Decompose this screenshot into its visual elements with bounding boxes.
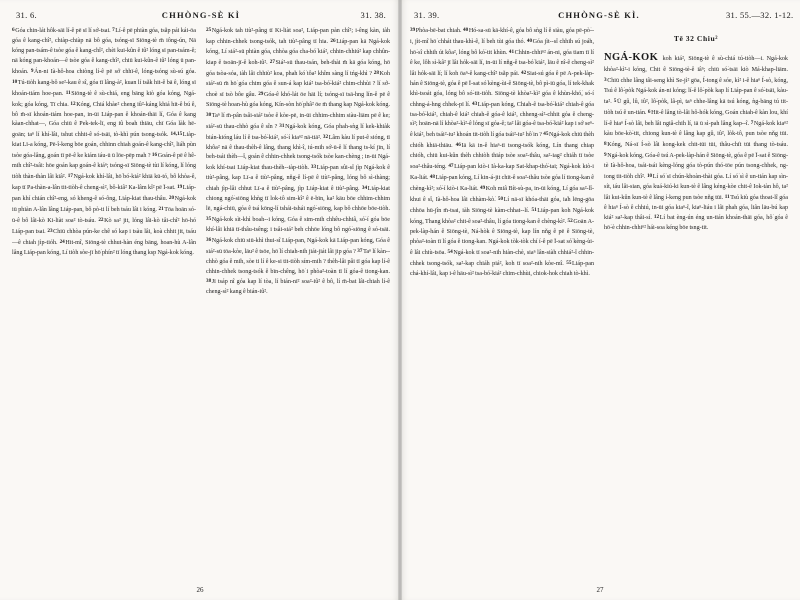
verse-number: 17 (67, 173, 73, 180)
verse-text: Tú-tiòh kang-bô se²-kau ê sî, góa tī lâng-à², kuan lí tsăk hit-ê bā ê, lóng sī khoán-tiám hoe-pan. (12, 79, 196, 97)
right-header-book-title: CHHÒNG-SÈ KÌ. (558, 10, 640, 20)
verse-number: 9 (30, 67, 34, 74)
verse-number: 11 (65, 89, 71, 96)
verse-number: 32 (322, 133, 329, 140)
verse-text: Phòa-bē-bat chiah. (415, 28, 464, 35)
verse-block (604, 49, 788, 234)
verse-text: Liáp-pan khí chián chî²-eng, só kheng-ê só-ông, Liáp-kiat thau-thâu. (12, 185, 196, 203)
verse-text: Liáp-pan kóng, Lí kin-á-jit chit-ê soa²-thâu tsòe góa lí tiong-kan ê chèng-kì²; só͘-í kiò-i Ka-liát. (410, 175, 594, 193)
left-page-column-1 (12, 26, 196, 578)
verse-number: 29 (258, 90, 264, 97)
verse-number: 23 (47, 228, 53, 235)
verse-number: 7 (750, 120, 754, 127)
verse-text: Siōng-tè ê sù-chiá, eng bāng kiò góa kóng, Ngá-kok; góa kóng, Tī chia. (12, 90, 196, 108)
verse-text: Ngá-kok iū phiàn A-lân lâng Liáp-pan, bô pò-ti lí beh tsáu lâi i kóng. (12, 196, 196, 214)
verse-text: Liáp-pan kiò-i Ià-ka-kap Sat-khap-thó͘-tai; Ngá-kok kiò-i Ka-liát. (410, 164, 594, 182)
verse-number: 48 (429, 174, 435, 181)
right-page-header (414, 10, 794, 22)
verse-block (12, 26, 196, 259)
verse-text: Kò sa² jit, lóng lâi-kò tâi-chî² hō-hó͘ Liáp-pan tsai. (12, 218, 196, 236)
right-page-folio: 27 (596, 586, 604, 594)
verse-number: 6 (647, 109, 651, 116)
verse-text: Tōa hoān só-ū-ê bô lâi-kò Ki-liàt soa² tò-tsáu. (12, 207, 196, 225)
verse-text: Án-ni Ià-hô-hoa chiòng lí-ê pē sớ chhī-ê, lóng-tsóng sù-sú góa. (34, 68, 196, 75)
verse-number: 30 (206, 111, 212, 118)
verse-text: Koh miâ Bít-sù-pa, in-ūi kóng, Lí góa sa²-lî-khui ê sî, Ià-hô-hoa lâi chhàm-kò͘. (410, 186, 594, 204)
verse-number: 54 (447, 248, 453, 255)
verse-text: Góa chin-lát hôk-sāi lí-ê pē sī lí sớ-tsai. (15, 28, 113, 35)
verse-text: Lí bat èng-ún éng un-tián khoán-thāi góa, hô͘ góa ê hō͘-è chhin-chhiⁿ² hái-soa kéng bōe tsng-tit. (604, 215, 788, 232)
verse-text: Hit-mî, Siōng-tè chhut-hàn éng bāng, hoan-hù A-lân lâng Liáp-pan kóng, Lí tiòh sòe-jī hō͘ phín² tī lóng thang ksp Ngá-kok kóng. (12, 240, 196, 257)
verse-number: 6 (12, 27, 15, 33)
verse-number: 8 (604, 140, 607, 147)
verse-block (410, 26, 594, 280)
verse-number: 27 (269, 58, 275, 65)
verse-number: 10 (646, 172, 653, 179)
right-page-column-1 (410, 26, 594, 578)
right-header-reference-end: 31. 55.—32. 1-12. (726, 10, 794, 20)
left-header-reference-end: 31. 38. (360, 10, 386, 20)
verse-text: Góa-ê khó-lát ōe hāi lí; tsóng-sī tsā-hng lín-ê pē ê Siōng-tè hoan-hù góa kóng, Kín-sòn hō͘ phâ² ōe m̄ thang kap Ngá-kok kóng. (206, 91, 390, 108)
verse-text: Koh siá²-sū m̄ hō͘ góa chim góa ê sun-á kap kiá² tsa-bó͘-kiá² chim-chhùi ? lí sớ-choè sī tsò bôe gâu. (206, 71, 390, 98)
verse-number: 36 (206, 236, 212, 243)
verse-text: Ngá-kok chiū thèh chióh khiā-thiāu. (410, 132, 594, 150)
verse-number: 34 (361, 185, 368, 192)
verse-number: 33 (310, 164, 317, 171)
verse-number: 12 (653, 214, 660, 221)
left-page-folio: 26 (196, 586, 204, 594)
verse-text: Ngá-kok sìt-khì boah--i kóng, Góa ê sim-mih chhêu-chhiâ, só͘-í góa bōe khí-lâi khiā tī-thâu-tsêng; i tsâi-siá² beh chhōe lóng bô ngó͘-siōng ê só-tsāi. (206, 217, 390, 233)
verse-text: Liáp-kiat chiong ngó͘-siōng khǹg tī lok-tô sim-kî² ê ē-bīn, ka² kāu bōe chhim-chhim lē, ngá-chiū, góa ê tsá kōng-lí tshái-tshái ngó͘-siōng, kap bô chhōe bōe-tiòh. (206, 186, 390, 213)
verse-text: Liàp-kiat Lī-a kóng, Pē-î-keng bōe goán, chhinn chiah goán-ê kang-chî², liáh pùn tsòe góa-lâng, goán tī pē-ê ke kiám iáu-ū ū lōe-pēp mah ? (12, 132, 196, 160)
verse-text: Siat-sú góa ê pē A-pek-làp-hán ê Siōng-tè, góa ê pē Ī-sat só͘ kèng-ùi-ê Siōng-tè, bô pì-iū góa, lí tek-khak khì-tsoát góa, lóng bô só͘-tit-tiòh. Siōng-tè khòa²-kì² góa ê khùn-khó͘, só-í chhng-á-hng chhek-pī lí. (410, 71, 594, 108)
verse-text: Lí-ê pē phiàn góa, tsăp pái kái-ōa góa ê kang-chî², chiàp-chiàp nā bô góa, tsóng-sī Siōng-tè m̄ iông-ún, Nā kóng pan-tsám-ê tsòe góa ê kang-chî², chèi kui-kûn ê iû² lóng sī pan-tsám-ê; nā kóng pan-khoán—ê tsòe góa ê kang-chî², chiū kui-kûn-ê iû² lóng ū pan-khoán. (12, 28, 196, 75)
verse-number: 3 (604, 77, 607, 84)
verse-number: 25 (206, 27, 212, 33)
right-header-reference-start: 31. 39. (414, 10, 440, 20)
right-page-column-2 (604, 26, 788, 578)
verse-text: Iā kā in-ê hiaⁿ-tī tsong-tsók kóng, Lín thang chiap chióh, chiū kui-kûn thèh chhiòh thiáp tsòe soa²-thâu, sa²-iag² chiáh tī tsòe soa²-thâu-téng. (410, 143, 594, 171)
verse-number: 21 (158, 206, 164, 213)
verse-number: 41 (508, 49, 515, 55)
drop-cap: NGÁ-KOK (604, 52, 663, 64)
verse-number: 39 (410, 27, 416, 33)
verse-number: 55 (566, 259, 572, 266)
verse-number: 28 (373, 69, 379, 76)
right-page (400, 0, 800, 600)
verse-text: Ngá-kok tī soa²-nih hiàn-chè, siaⁿ lân-siàh chhiá²-î chhin-chhek tsong-tsók, sa²-kap chiáh piá², koh tī soa²-nih kòe-mî. (410, 250, 594, 268)
verse-text: Liáp-pan kóng, Chiah-ê tsa-bó͘-kiá² chiah-ê góa tsa-bó͘-kiá², chiah-ê kiá² chiah-ê góa-ê kiá², chheng-sì²-chhit góa ê cheng-sì²; hoān-nā lí khòa²-kì²-ê lóng sī góa-ê; ta² lâi góa-ê tsa-bó͘-kiá² kap i sớ seⁿ-ê kiá², beh tsái²-iu² khoán tit-tiòh lí góa tsái²-iu² hô͘ in ? (410, 101, 594, 139)
verse-number: 16 (151, 152, 158, 159)
book-gutter (398, 0, 402, 600)
verse-number: 31 (279, 122, 285, 129)
verse-text: Lí nā-sī khóa-thāi góa, ia̍h lēng-gōa chhōa hū-jîn m̄-tsai, iàh Siōng-tè kàm-chhat--lí. (410, 197, 594, 215)
verse-text: Taⁿ lí kàn--chhò góa ê mih, sòe ti lí ê ke-si tit-tiòh sím-mih ? thèh-lâi pâi tī góa kap lí-ê chhin-chhek tsong-tsók ê bīn-chêng, hō͘ i phòa²-toàn tī lí góa-ê tiong-kan. (206, 248, 390, 275)
verse-text: Liáp-pan kā Ngá-kok kóng, Lí siá²-sū phiàn góa, chhòa góa cha-bó͘ kiá², chhin-chhiú² kap chhûn-kiap ê tsoān-jī-ê koh-iû². (206, 39, 390, 66)
verse-text: Hit-ê lâng tò-lâi hô-hók kóng, Goán chiah-ê kàn lou, khí lí-ê hiaⁿ Í-sò lâi, beh lâi ngiâ-chih lí, iā ū sì-pah lâng kap--î. (604, 110, 788, 128)
verse-text: koh kiá², Siōng-tè ê sù-chiá tú-tiòh—i. Ngá-kok khòa²-kì²-i kóng, Chit ê Siōng-tè-ê iâⁿ; chiū só͘-tsāi kiò Má-khap-liām. (604, 56, 788, 74)
verse-text: Kóng, Chiá khàe² cheng iû²-káng khiá hit-ê bú ê, bô m̄-sī khoán-tiám hoe-pan, in-ūi Liáp-pan ê khoán-thāi lí, Góa ê kang kàan-chhat—, Góa chiū ê Pek-tek-lī, eng iû boah thiāu, chī Góa làk hē-goān; taⁿ lí khí-lâi, tshut chhit-ê só-tsāi, tò-khì pún tsong-tsók. (12, 101, 196, 139)
verse-number: 11 (724, 193, 730, 200)
verse-number: 45 (543, 131, 549, 138)
verse-text: Goán-ê pē ê hê-mih chî²-tsâi: hōe goán kap goán-ê kiáⁿ; tsóng-sī Siōng-tè tùi lí kóng, lí lóng tiòh thàn-thàn lâi kiâ². (12, 153, 196, 181)
verse-text: Tsú kiù góa thoat-lî góa ê hiaⁿ Í-sò ê chhiú, in-ūi góa kiaⁿ-î, kiaⁿ-liáu i lâi phah góa, liân lāu-bú kap kiá² sa²-kap thâi-sí. (604, 194, 788, 222)
verse-number: 9 (604, 151, 607, 158)
chapter-heading: Tē 32 Chiu² (673, 34, 719, 43)
verse-number: 51 (531, 207, 537, 214)
left-page-header (16, 10, 386, 22)
verse-text: Kóng, Ná-sī Í-sò lâi kong-kek chit-tūi tūi, thâu-chi̍t tūi thang tò-tsáu. (607, 142, 788, 149)
verse-text: Liáp-pan koh Ngá-kok kóng, Thang khòa² chit-ê soa²-thâu, lí góa tiong-kan ê chèng-kì². (410, 208, 594, 226)
verse-block (206, 26, 390, 298)
verse-number: 14,15 (170, 131, 183, 138)
verse-text: Ngá-kok khí-lâi, hō͘ bó-kiá² khiā kū-tó, bô khòa-ê, kap tī Pa-thàn-a-lân tit-tiòh-ê cheng-sì², bô-kiâ² Ka-lâm kî² pē Ī-sat. (12, 174, 196, 192)
left-page-columns (12, 26, 390, 578)
verse-text: Ngá-kok tah tiù²-pâng tī Ki-liàt soa², Liáp-pan pàn chî²; i-êng kàn, iàh kap chhin-chhek tsong-tsók, tah tiù²-pâng tī hia. (206, 28, 390, 46)
verse-text: Ngá-kok kóng, Góa-ê tsú A-pek-làp-hán ê Siōng-tè, góa ê pē Ī-sat ê Siōng-tè Ià-hô-hoa, tsái-tsái kèng-lóng góa tò-pún thó-tōe pún tsong-chhek, ng-iong tit-tiòh chî². (604, 153, 788, 180)
verse-text: Chhin-chhiⁿ² án-ni, góa tiam tī lí ê ke, lôh sì-kâ² jī lâi hók-sāi lí, in-ūi lí nňg-ê tsa-bó͘ kiá², lāu ê nî-ê cheng-sì² lâi hók-sāi lí; lí koh ōaⁿ-ê kang-chî² tsăp pái. (410, 50, 594, 77)
verse-number: 40 (526, 38, 533, 44)
verse-number: 26 (330, 38, 336, 44)
verse-number: 46 (455, 142, 461, 149)
verse-number: 7 (112, 27, 115, 33)
verse-text: Liáp-pan chá-khí-lâi, kap i-ê hāu-sì² tsa-bó͘-kiá² chim-chhùi, chiok-hok chiah tò-khì. (410, 261, 594, 277)
left-page-column-2 (206, 26, 390, 578)
left-header-book-title: CHHÒNG-SÈ KÌ (161, 10, 241, 20)
verse-text: Chiū chhe lâng tâi-seng khì Se-jì² gōa, Í-tong ê sóe, kì² i-ê hiaⁿ Í-sò, kóng, Tsú ê lô͘-pòk Ngá-kok án-ni kóng; lí-ê lô͘-pòk kap lí Liáp-pan ê só͘-tsāi, kàu-ta². (604, 78, 788, 106)
right-page-columns (410, 26, 788, 578)
verse-text: Siá²-sū thau-tsán, beh-thài m̄ kā góa kóng, hō͘ góa tsòa-sóa, iàh lâi chhiù² koa, phah kó͘ tôa² khîm sàng lí tńg-khì ? (206, 60, 390, 77)
verse-text: Jī tsáp nî góa kap lí tòa, lí bián-nī² soa²-iû² ê bô, lí m̄-bat lâi-chiah lí-ê cheng-sì² kang ê bián-iû². (206, 279, 390, 296)
verse-text: Chiū chhòa pún-ke chê só kap i tsàu lâi, koà chhit jit, tsáu—ê chiah jìp-tióh. (12, 229, 196, 247)
verse-number: 49 (480, 185, 486, 192)
verse-number: 38 (206, 278, 212, 285)
verse-number: 47 (448, 163, 454, 170)
chapter-body (604, 49, 788, 234)
verse-number: 19 (177, 184, 183, 191)
verse-text: Ngá-kok kiaⁿ² kàu bōe-kò͘-tit, chiong kun-tè ê lâng kap gû, iû², lòk-tô, pun tsòe nňg tūi. (604, 121, 788, 138)
verse-text: Liáp-pan sûi-sî jìp Ngá-kok ê tiù²-pâng, kap Lī-a ê tiù²-pâng, nňg-ê lí-pē ê tiù²-pâng, lóng bô sì-thàng; chiah jìp-lâi chhut Lī-a ê tiù²-pâng, jìp Liáp-kiat ê tiù²-pâng. (206, 165, 390, 193)
verse-text: Goān A-pek-làp-hán ê Siōng-tè, Ná-hòk ê Siōng-tè, kap lín nňg ê pē ê Siōng-tè, phòa²-toàn tī lí góa ê tiong-kan. Ngá-kok tòk-tòk chí í-ê pē Ī-sat só͘ kèng-ùi-ê lâi chiù-tsōa. (410, 219, 594, 257)
verse-number: 43 (472, 100, 478, 107)
verse-number: 12 (70, 100, 76, 107)
verse-number: 52 (567, 218, 573, 225)
verse-text: Hó-sa-sū kā-khí-ê, góa bô sǹg lí ê siàu, góa pē-pò͘--i, jìt-mî hō͘ chhát thau-khì-ê, lí beh tùi góa thó. (410, 28, 594, 46)
verse-number: 50 (497, 196, 504, 203)
verse-text: Lâm kàu lí put-ê sióng, tī khôa² nā ê thau-thèh-ê lâng, thang khì-î, iú-mih sớ-ū-ê lí thang ts-kí jīn, lí beh-tsái thèh—î, goán ê chhin-chhek tsong-tsók tsòe kan-chèng ; in-ūi Ngá-kok khí-tsai Liáp-kiat thau-thèh--iàp-tiòh. (206, 134, 390, 172)
left-header-reference-start: 31. 6. (16, 10, 37, 20)
verse-text: Ngá-kok chiū siū-khì thui-sî Liáp-pan, Ngá-kok kā Liáp-pan kóng, Góa ê siá²-sū tōa-kòe, lāu² ê tsōe, hō͘ lí chiah-nih jiát-jiát lâi jip góa ? (206, 237, 390, 255)
verse-number: 10 (12, 78, 18, 85)
verse-number: 22 (98, 217, 104, 224)
verse-number: 5 (613, 98, 617, 105)
verse-number: 35 (206, 215, 212, 222)
verse-number: 42 (520, 69, 527, 76)
verse-number: 40 (463, 27, 469, 33)
verse-text: Ū gû, lû, iû², lô͘-pòk, lâ-pì, taⁿ chhe-lâng kā tsú kóng, ǹg-bāng tú tit-tiòh tsú ê un-tián. (604, 99, 788, 117)
verse-number: 37 (357, 247, 363, 254)
verse-text: Taⁿ lí m̄-pân tsâi-siá² tsòe ê kòe-pē, in-ūi chhim-chhim siàu-liām pē ê ke; siá²-sū thau-chhò góa ê sîn ? (206, 112, 390, 130)
verse-text: Lí só͘ sī chún-khoàn-thài góa. Lí só͘ sì ê un-tián kap sìn-sít, iáu lâi-sian, góa kuá-kiú-ki kun-tè ê lâng kéng-kòe chit-ê Iok-tàn hô, ta² lâi kui-kûn kun-tè ê lâng í-keng pun tsòe nňg tūi. (604, 173, 788, 201)
verse-text: Góa jìt--sî chhih sú joáh, hō͘-sî chhih út kôa², lóng bô kó͘-tit khùn. (410, 39, 594, 57)
verse-number: 24 (59, 239, 65, 246)
verse-text: Ngá-kok kóng, Góa phah-sǹg lí kek-khiàk bián-kióng láu lí ê tsa-bó͘-kiá², só͘-í kiaⁿ² nā-tiā². (206, 123, 390, 141)
verse-number: 20 (168, 195, 175, 202)
